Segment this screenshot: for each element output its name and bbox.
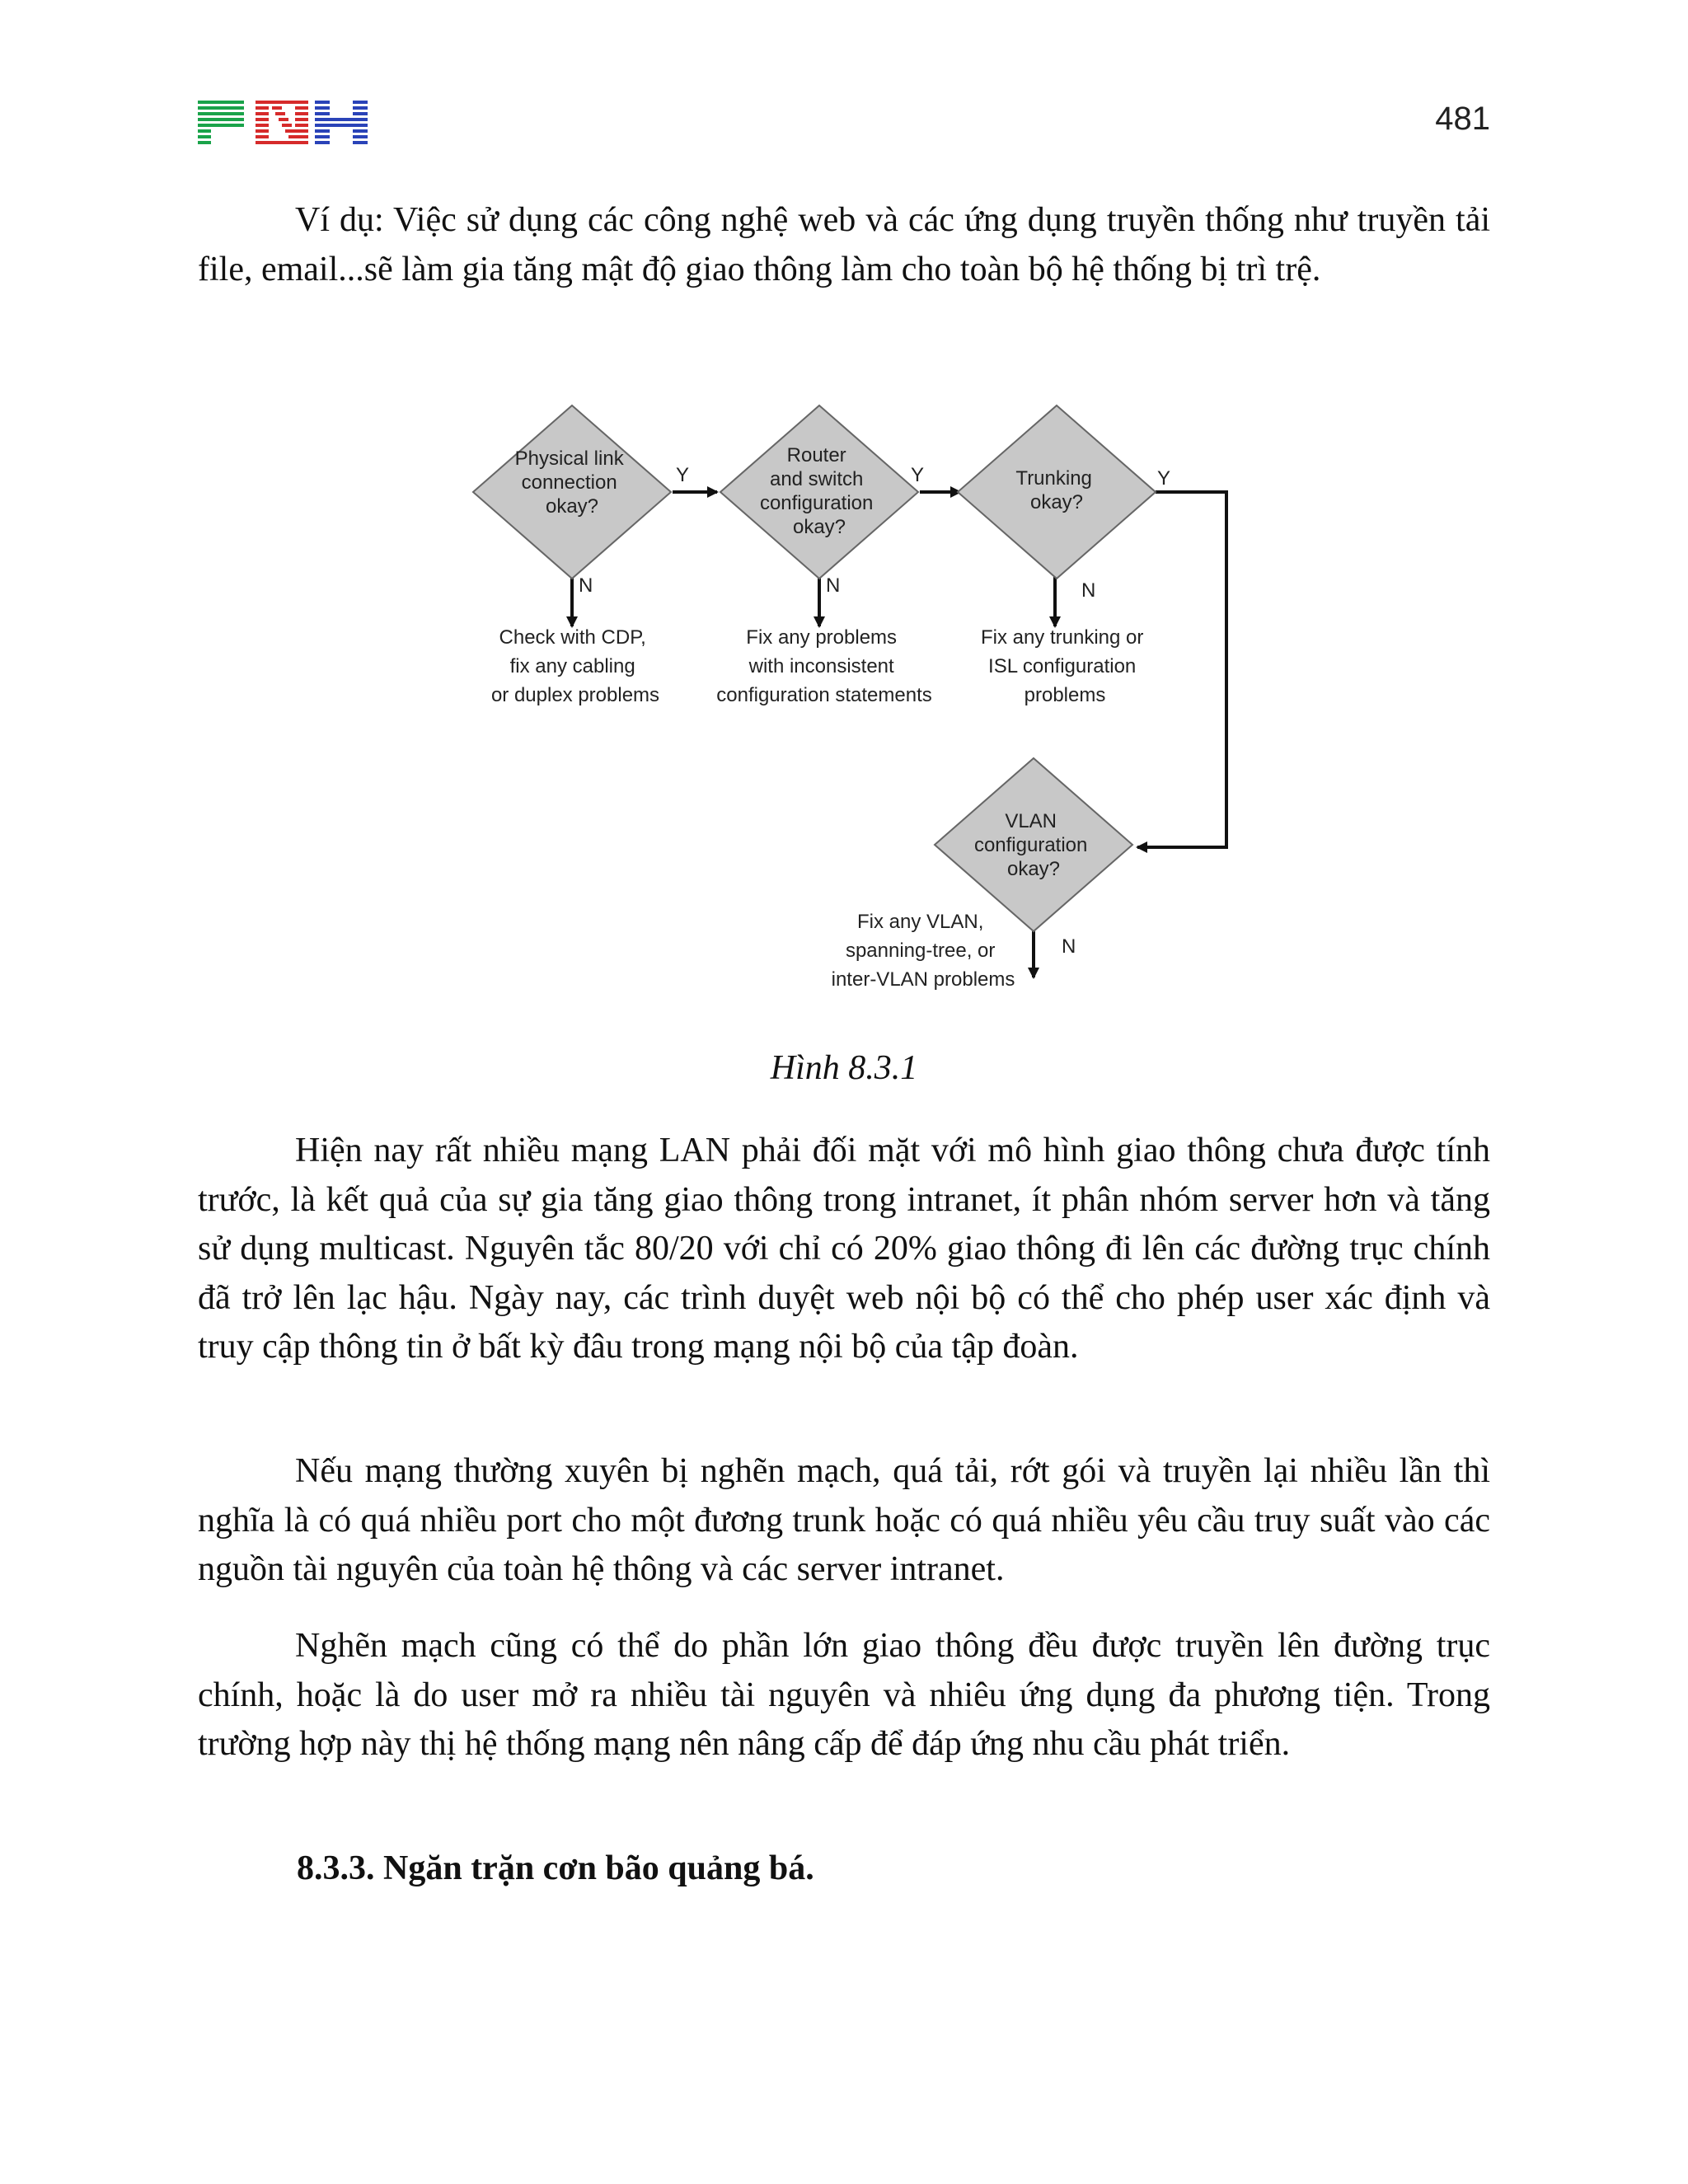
yes-label-1: Y <box>676 464 690 486</box>
decision-physical-link <box>473 405 671 579</box>
paragraph-lan-traffic: Hiện nay rất nhiều mạng LAN phải đối mặt với mô hình giao thông chưa được tính trước, là kết quả của sự gia tăng giao thông trong intranet, ít phân nhóm server hơn và tăng sử dụng multicast. Nguyên tắc 80/20 với chỉ có 20% giao thông đi lên các đường trục chính đã trở lên lạc hậu. Ngày nay, các trình duyệt web nội bộ có thể cho phép user xác định và truy cập thông tin ở bất kỳ đâu trong mạng nội bộ của tập đoàn. <box>198 1132 1490 1366</box>
decision-label-2: Router and switch configuration okay? <box>759 444 874 538</box>
decision-vlan-config <box>935 758 1132 931</box>
troubleshooting-flowchart <box>462 396 1253 1005</box>
paragraph-congestion: Nếu mạng thường xuyên bị nghẽn mạch, quá tải, rớt gói và truyền lại nhiều lần thì nghĩa là có quá nhiều port cho một đương trunk hoặc có quá nhiều yêu cầu truy suất vào các nguồn tài nguyên của toàn hệ thông và các server intranet. <box>198 1452 1490 1588</box>
decision-trunking <box>958 405 1156 579</box>
arrow-yes-3 <box>1137 492 1226 847</box>
decision-label-4: VLAN configuration okay? <box>973 810 1088 880</box>
pnh-logo <box>198 101 368 148</box>
decision-router-switch-config <box>720 405 918 579</box>
action-text-2: Fix any problems with inconsistent configuration statements <box>716 626 932 706</box>
paragraph-backbone: Nghẽn mạch cũng có thể do phần lớn giao thông đều được truyền lên đường trục chính, hoặc là do user mở ra nhiều tài nguyên và nhiêu ứng dụng đa phương tiện. Trong trường hợp này thị hệ thống mạng nên nâng cấp để đáp ứng nhu cầu phát triển. <box>198 1627 1490 1763</box>
logo-letter-n <box>256 101 308 144</box>
page-number: 481 <box>1435 101 1490 137</box>
decision-label-1: Physical link connection okay? <box>514 448 624 518</box>
no-label-4: N <box>1062 935 1076 958</box>
logo-letter-h <box>315 101 368 144</box>
figure-caption: Hình 8.3.1 <box>770 1049 918 1087</box>
no-label-3: N <box>1081 579 1096 602</box>
action-text-3: Fix any trunking or ISL configuration problems <box>980 626 1144 706</box>
yes-label-3: Y <box>1157 467 1171 490</box>
paragraph-example: Ví dụ: Việc sử dụng các công nghệ web và các ứng dụng truyền thống như truyền tải file, email...sẽ làm gia tăng mật độ giao thông làm cho toàn bộ hệ thống bị trì trệ. <box>198 201 1490 288</box>
no-label-2: N <box>826 574 841 597</box>
yes-label-2: Y <box>911 464 925 486</box>
no-label-1: N <box>579 574 593 597</box>
action-text-1: Check with CDP, fix any cabling or duplex problems <box>490 626 660 706</box>
action-text-4: Fix any VLAN, spanning-tree, or inter-VLAN problems <box>831 911 1015 991</box>
decision-label-3: Trunking okay? <box>1015 467 1092 513</box>
section-heading: 8.3.3. Ngăn trặn cơn bão quảng bá. <box>297 1849 814 1887</box>
logo-letter-p <box>198 101 244 144</box>
